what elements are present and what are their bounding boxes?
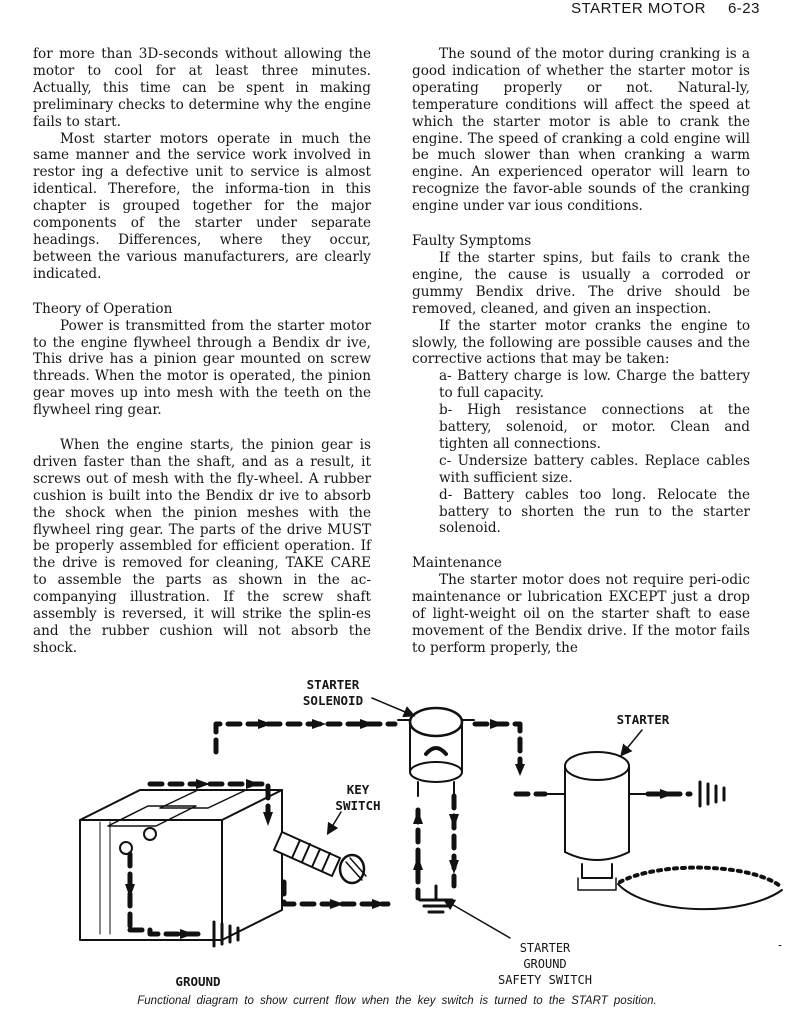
- margin-mark: -: [777, 938, 782, 952]
- chapter-title: STARTER MOTOR: [571, 0, 706, 17]
- list-item: c- Undersize battery cables. Replace cables with sufficient size.: [439, 452, 750, 486]
- list-item: b- High resistance connections at the battery, solenoid, or motor. Clean and tighten all connections.: [439, 402, 750, 452]
- paragraph: If the starter motor cranks the engine to slowly, the following are possible causes and the corrective actions that may be taken:: [412, 317, 750, 368]
- paragraph: When the engine starts, the pinion gear is driven faster than the shaft, and as a result, it screws out of mesh with the fly-wheel. A rubber cushion is built into the Bendix dr ive to absorb the shock when the pinion meshes with the flywheel ring gear. The parts of the drive MUST be properly assembled for efficient operation. If the drive is removed for cleaning, TAKE CARE to assemble the parts as shown in the ac-companying illustration. If the screw shaft assembly is reversed, it will strike the splin-es and the rubber cushion will not absorb the shock.: [33, 437, 371, 656]
- safety-switch-label: [480, 940, 610, 988]
- label-line: STARTER: [519, 941, 571, 955]
- list-item: a- Battery charge is low. Charge the battery to full capacity.: [439, 368, 750, 402]
- ground-symbol-starter: [700, 782, 724, 806]
- label-line: GROUND: [523, 957, 567, 971]
- current-flow-diagram: [0, 672, 794, 992]
- ground-label: GROUND: [175, 974, 221, 989]
- label-line: STARTER: [306, 677, 360, 692]
- label-line: KEY: [346, 782, 370, 797]
- section-heading-theory: Theory of Operation: [33, 300, 173, 317]
- paragraph: The sound of the motor during cranking is a good indication of whether the starter motor is operating properly or not. Natural-ly, temperature conditions will affect the speed at which the starter motor is able to crank the engine. The speed of cranking a cold engine will be much slower than when cranking a warm engine. An experienced operator will learn to recognize the favor-able sounds of the cranking engine under var ious conditions.: [412, 46, 750, 215]
- section-heading-maintenance: Maintenance: [412, 555, 502, 572]
- paragraph: for more than 3D-seconds without allowing the motor to cool for at least three minutes. Actually, this time can be spent in making preliminary checks to determine why the engine fails to start.: [33, 46, 371, 130]
- ground-symbol-safety-switch: [420, 886, 452, 912]
- figure-caption: Functional diagram to show current flow when the key switch is turned to the START position.: [137, 995, 657, 1007]
- label-line: SAFETY SWITCH: [498, 973, 592, 987]
- label-line: SWITCH: [335, 798, 381, 813]
- paragraph: Power is transmitted from the starter motor to the engine flywheel through a Bendix dr ive, This drive has a pinion gear mounted on screw threads. When the motor is operated, the pinion gear moves up into mesh with the teeth on the flywheel ring gear.: [33, 317, 371, 419]
- paragraph: If the starter spins, but fails to crank the engine, the cause is usually a corroded or gummy Bendix drive. The drive should be removed, cleaned, and given an inspection.: [412, 249, 750, 317]
- starter-motor: [545, 752, 782, 909]
- battery: [80, 790, 282, 940]
- list-item: d- Battery cables too long. Relocate the battery to shorten the run to the starter solenoid.: [439, 486, 750, 537]
- label-line: SOLENOID: [302, 693, 364, 708]
- key-switch: [274, 832, 366, 883]
- solenoid-label: [293, 677, 373, 709]
- corrective-actions-list: [439, 368, 750, 537]
- paragraph: The starter motor does not require peri-odic maintenance or lubrication EXCEPT just a drop of light-weight oil on the starter shaft to ease movement of the Bendix drive. If the motor fails to perform properly, the: [412, 572, 750, 656]
- left-column: [33, 46, 371, 657]
- right-column: [412, 46, 750, 657]
- paragraph: Most starter motors operate in much the same manner and the service work involved in restor ing a defective unit to service is almost identical. Therefore, the informa-tion in this chapter is grouped together for the major components of the starter under separate headings. Differences, where they occur, between the various manufacturers, are clearly indicated.: [33, 130, 371, 282]
- starter-label: STARTER: [616, 712, 670, 727]
- page-header: [549, 0, 760, 17]
- section-heading-faulty-symptoms: Faulty Symptoms: [412, 233, 532, 250]
- starter-solenoid: [398, 708, 474, 796]
- key-switch-label: [318, 782, 398, 814]
- page-number: 6-23: [727, 0, 760, 17]
